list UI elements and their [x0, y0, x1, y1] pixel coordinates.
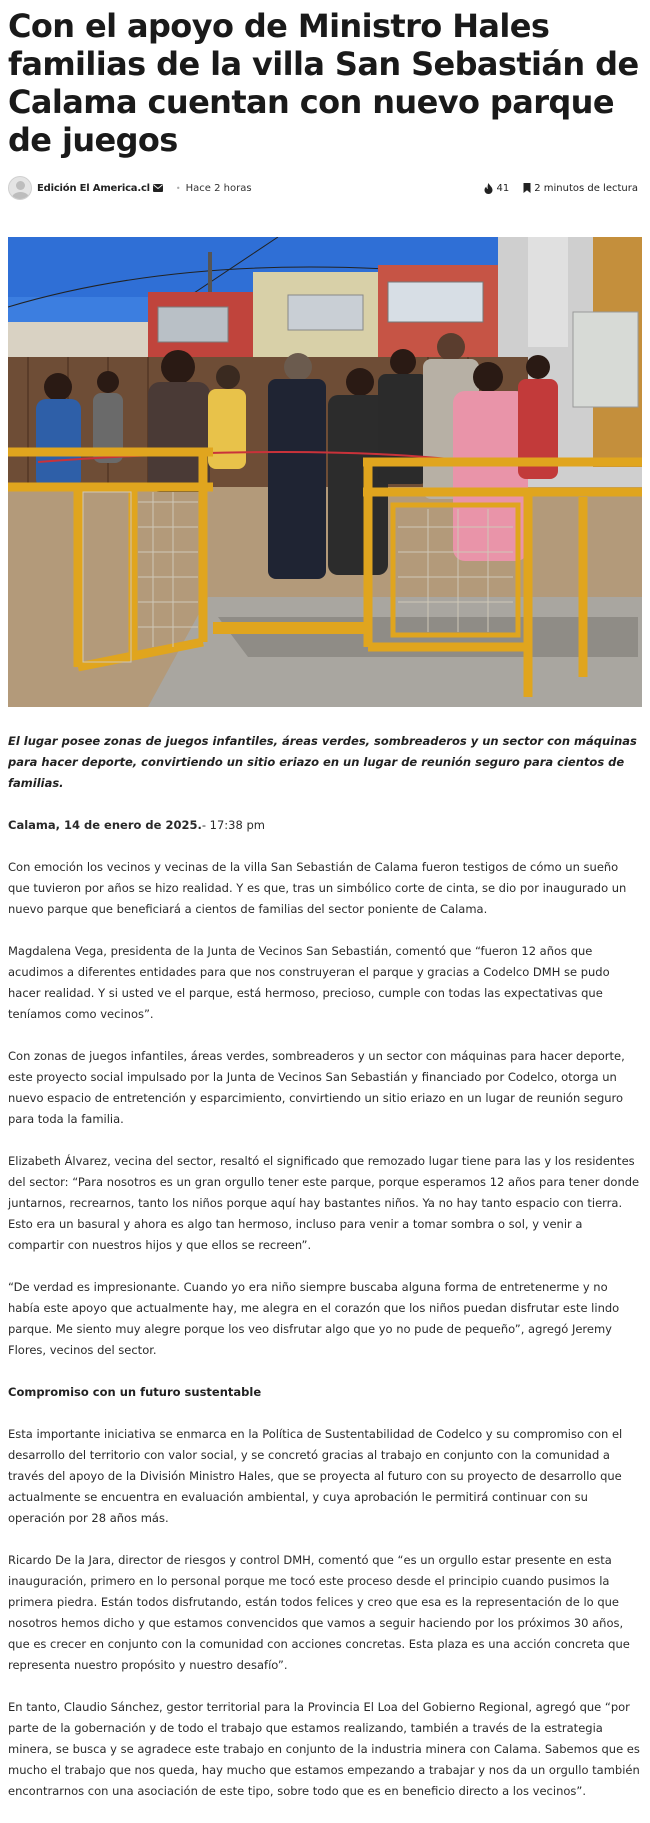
paragraph: Esta importante iniciativa se enmarca en la Política de Sustentabilidad de Codelco y su compromiso con el desarrollo del territorio con valor social, y se concretó gracias al trabajo en conjunto con la comunidad a través del apoyo de la División Ministro Hales, que se proyecta al futuro con su proyecto de desarrollo que actualmente se encuentra en evaluación ambiental, y cuya aprobación le permitirá continuar con su operación por 28 años más. [8, 1427, 623, 1525]
bookmark-icon [523, 183, 531, 193]
section-subheading: Compromiso con un futuro sustentable [8, 1385, 262, 1399]
article-title: Con el apoyo de Ministro Hales familias de la villa San Sebastián de Calama cuentan con nuevo parque de juegos [8, 7, 639, 159]
article-stats [484, 183, 638, 194]
paragraph: “De verdad es impresionante. Cuando yo era niño siempre buscaba alguna forma de entretenerme y no había este apoyo que actualmente hay, me alegra en el corazón que los niños puedan disfrutar este lindo parque. Me siento muy alegre porque los veo disfrutar algo que yo no pude de pequeño”, agregó Jeremy Flores, vecinos del sector. [8, 1280, 620, 1357]
published-time: Hace 2 horas [185, 182, 252, 194]
article-lead: El lugar posee zonas de juegos infantiles, áreas verdes, sombreaderos y un sector con máquinas para hacer deporte, convirtiendo un sitio eriazo en un lugar de reunión seguro para cientos de familias. [8, 734, 637, 790]
article-meta [8, 175, 642, 201]
user-avatar-icon[interactable] [8, 176, 32, 200]
paragraph: Con emoción los vecinos y vecinas de la villa San Sebastián de Calama fueron testigos de cómo un sueño que tuvieron por años se hizo realidad. Y es que, tras un simbólico corte de cinta, se dio por inaugurado un nuevo parque que beneficiará a cientos de familias del sector poniente de Calama. [8, 860, 627, 916]
paragraph: Elizabeth Álvarez, vecina del sector, resaltó el significado que remozado lugar tiene para las y los residentes del sector: “Para nosotros es un gran orgullo tener este parque, porque esperamos 12 años para tener donde juntarnos, recrearnos, tanto los niños porque aquí hay bastantes niños. Ya no hay tanto espacio con tierra. Esto era un basural y ahora es algo tan hermoso, incluso para venir a tomar sombra o sol, y venir a compartir con nuestros hijos y que ellos se recreen”. [8, 1154, 640, 1252]
flame-icon [484, 183, 493, 194]
envelope-icon[interactable] [153, 184, 163, 192]
dateline-time: - 17:38 pm [201, 818, 265, 832]
dateline [8, 815, 642, 836]
author-link[interactable]: Edición El America.cl [37, 182, 150, 194]
paragraph: Con zonas de juegos infantiles, áreas verdes, sombreaderos y un sector con máquinas para hacer deporte, este proyecto social impulsado por la Junta de Vecinos San Sebastián y financiado por Codelco, otorga un nuevo espacio de entretención y esparcimiento, convirtiendo un sitio eriazo en un lugar de reunión seguro para toda la familia. [8, 1049, 625, 1126]
separator-dot: • [175, 183, 181, 193]
article-body [8, 731, 642, 1802]
paragraph: En tanto, Claudio Sánchez, gestor territorial para la Provincia El Loa del Gobierno Regional, agregó que “por parte de la gobernación y de todo el trabajo que estamos realizando, también a través de la estrategia minera, se busca y se agradece este trabajo en conjunto de la industria minera con Calama. Sabemos que es mucho el trabajo que nos queda, hay mucho que estamos empezando a trabajar y nos da un orgullo también encontrarnos con una asociación de este tipo, sobre todo que es en beneficio directo a los vecinos”. [8, 1700, 640, 1798]
paragraph: Ricardo De la Jara, director de riesgos y control DMH, comentó que “es un orgullo estar presente en esta inauguración, primero en lo personal porque me tocó este proceso desde el principio cuando pusimos la primera piedra. Están todos disfrutando, están todos felices y creo que esa es la representación de lo que nosotros hemos dicho y que estamos convencidos que vamos a seguir haciendo por los próximos 30 años, que es crecer en conjunto con la comunidad con acciones concretas. Esta plaza es una acción concreta que representa nuestro propósito y nuestro desafío”. [8, 1553, 630, 1672]
dateline-place: Calama, 14 de enero de 2025. [8, 818, 202, 832]
reading-time: 2 minutos de lectura [534, 182, 638, 194]
paragraph: Magdalena Vega, presidenta de la Junta de Vecinos San Sebastián, comentó que “fueron 12 años que acudimos a diferentes entidades para que nos construyeran el parque y gracias a Codelco DMH se pudo hacer realidad. Y si usted ve el parque, está hermoso, precioso, cumple con todas las expectativas que teníamos como vecinos”. [8, 944, 610, 1021]
views-count: 41 [496, 182, 510, 194]
article-photo [8, 237, 642, 707]
